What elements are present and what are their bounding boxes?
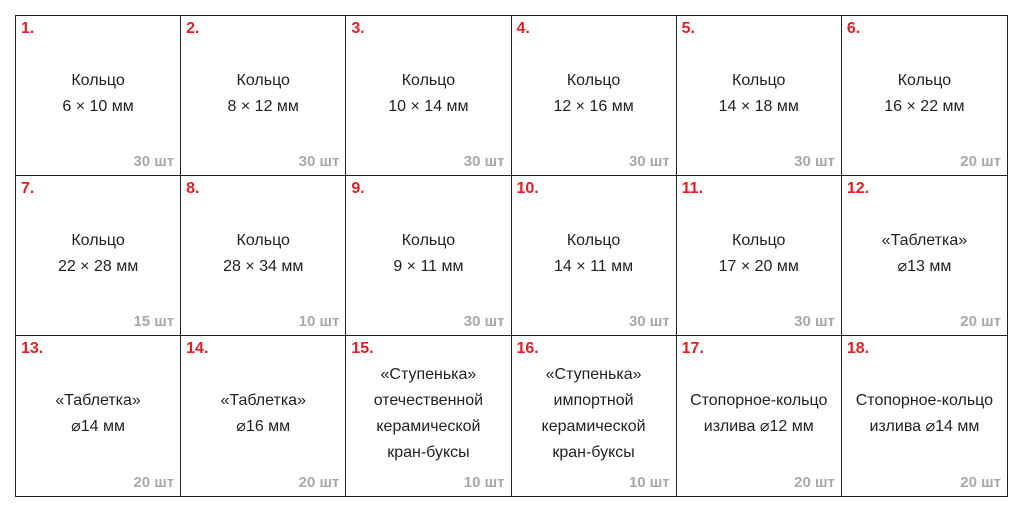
- part-description: [346, 198, 510, 309]
- part-cell: [677, 16, 842, 176]
- part-cell: [842, 176, 1007, 336]
- part-number: 16.: [516, 340, 539, 357]
- part-quantity: 20 шт: [960, 153, 1001, 170]
- part-description-line: керамической: [376, 418, 481, 435]
- part-description-line: кран-буксы: [552, 444, 635, 461]
- part-cell: [677, 176, 842, 336]
- part-cell: [181, 176, 346, 336]
- part-number: 15.: [351, 340, 374, 357]
- part-description-line: Кольцо: [236, 231, 290, 249]
- part-description-line: излива ⌀12 мм: [703, 418, 814, 435]
- part-description-line: ⌀16 мм: [236, 418, 291, 435]
- part-description-line: 14 × 11 мм: [554, 257, 634, 275]
- part-cell: [16, 176, 181, 336]
- part-description-line: ⌀14 мм: [71, 418, 126, 435]
- part-description-line: отечественной: [373, 392, 484, 409]
- part-quantity: 10 шт: [298, 313, 340, 330]
- part-number: 18.: [846, 340, 870, 357]
- part-description: [677, 198, 841, 309]
- part-quantity: 10 шт: [628, 474, 670, 491]
- part-quantity: 20 шт: [298, 474, 340, 491]
- part-description: [181, 38, 345, 149]
- part-quantity: 30 шт: [298, 153, 340, 170]
- part-number: 8.: [186, 180, 200, 197]
- part-description-line: кран-буксы: [387, 444, 470, 461]
- part-description-line: Стопорное-кольцо: [855, 392, 994, 409]
- part-cell: [512, 336, 677, 496]
- part-quantity: 30 шт: [463, 313, 505, 330]
- part-quantity: 20 шт: [794, 474, 835, 491]
- part-description: [842, 358, 1007, 470]
- part-description: [16, 358, 180, 470]
- part-description-line: Кольцо: [566, 231, 621, 249]
- part-number: 11.: [681, 180, 704, 197]
- part-quantity: 20 шт: [960, 313, 1001, 330]
- part-description-line: «Ступенька»: [380, 366, 477, 383]
- part-description: [512, 198, 676, 309]
- part-quantity: 30 шт: [628, 153, 670, 170]
- part-description-line: 8 × 12 мм: [227, 97, 299, 115]
- part-description-line: 28 × 34 мм: [223, 257, 304, 275]
- part-description-line: Кольцо: [401, 71, 456, 89]
- part-description: [512, 38, 676, 149]
- part-description-line: ⌀13 мм: [897, 257, 952, 275]
- part-description-line: импортной: [553, 392, 634, 409]
- part-description: [16, 198, 180, 309]
- part-cell: [842, 336, 1007, 496]
- part-number: 1.: [21, 20, 35, 37]
- part-description-line: 12 × 16 мм: [553, 97, 634, 115]
- part-description-line: 10 × 14 мм: [388, 97, 469, 115]
- part-description: [677, 358, 841, 470]
- part-number: 12.: [846, 180, 870, 197]
- part-number: 4.: [516, 20, 530, 37]
- part-number: 17.: [681, 340, 704, 357]
- part-number: 9.: [351, 180, 365, 197]
- part-description: [346, 358, 510, 470]
- parts-grid: [15, 15, 1008, 497]
- part-quantity: 15 шт: [133, 313, 175, 330]
- part-description: [677, 38, 841, 149]
- part-description-line: 22 × 28 мм: [57, 257, 139, 275]
- part-description-line: 6 × 10 мм: [62, 97, 134, 115]
- part-description: [181, 358, 345, 470]
- part-description-line: «Таблетка»: [881, 231, 968, 249]
- part-description: [842, 198, 1007, 309]
- part-description-line: Кольцо: [732, 71, 786, 89]
- part-number: 10.: [516, 180, 539, 197]
- part-quantity: 10 шт: [463, 474, 505, 491]
- part-quantity: 30 шт: [133, 153, 175, 170]
- part-number: 5.: [681, 20, 695, 37]
- part-description-line: Кольцо: [566, 71, 621, 89]
- part-description-line: Стопорное-кольцо: [690, 392, 828, 409]
- part-quantity: 20 шт: [960, 474, 1001, 491]
- part-quantity: 30 шт: [463, 153, 505, 170]
- part-description: [512, 358, 676, 470]
- part-number: 3.: [351, 20, 365, 37]
- part-description: [16, 38, 180, 149]
- part-description-line: 14 × 18 мм: [718, 97, 799, 115]
- part-description-line: 17 × 20 мм: [718, 257, 799, 275]
- part-cell: [346, 176, 511, 336]
- part-cell: [677, 336, 842, 496]
- part-number: 14.: [186, 340, 209, 357]
- part-cell: [842, 16, 1007, 176]
- part-cell: [181, 16, 346, 176]
- part-quantity: 30 шт: [794, 313, 835, 330]
- part-quantity: 20 шт: [133, 474, 175, 491]
- part-description-line: Кольцо: [236, 71, 290, 89]
- part-number: 13.: [21, 340, 44, 357]
- part-cell: [346, 336, 511, 496]
- part-quantity: 30 шт: [628, 313, 670, 330]
- part-description-line: «Таблетка»: [55, 392, 141, 409]
- part-cell: [16, 336, 181, 496]
- part-description: [346, 38, 510, 149]
- part-cell: [346, 16, 511, 176]
- part-description-line: Кольцо: [71, 71, 125, 89]
- part-cell: [512, 176, 677, 336]
- part-description-line: Кольцо: [732, 231, 786, 249]
- part-cell: [512, 16, 677, 176]
- part-description-line: Кольцо: [71, 231, 125, 249]
- part-description-line: Кольцо: [897, 71, 952, 89]
- part-description-line: «Ступенька»: [545, 366, 642, 383]
- part-cell: [181, 336, 346, 496]
- part-description-line: «Таблетка»: [220, 392, 306, 409]
- part-number: 6.: [846, 20, 861, 37]
- part-description-line: 9 × 11 мм: [393, 257, 464, 275]
- part-quantity: 30 шт: [794, 153, 835, 170]
- part-description-line: излива ⌀14 мм: [869, 418, 980, 435]
- part-description-line: 16 × 22 мм: [884, 97, 965, 115]
- part-description: [181, 198, 345, 309]
- part-number: 2.: [186, 20, 200, 37]
- part-description-line: Кольцо: [401, 231, 456, 249]
- part-cell: [16, 16, 181, 176]
- part-description-line: керамической: [541, 418, 646, 435]
- part-description: [842, 38, 1007, 149]
- part-number: 7.: [21, 180, 35, 197]
